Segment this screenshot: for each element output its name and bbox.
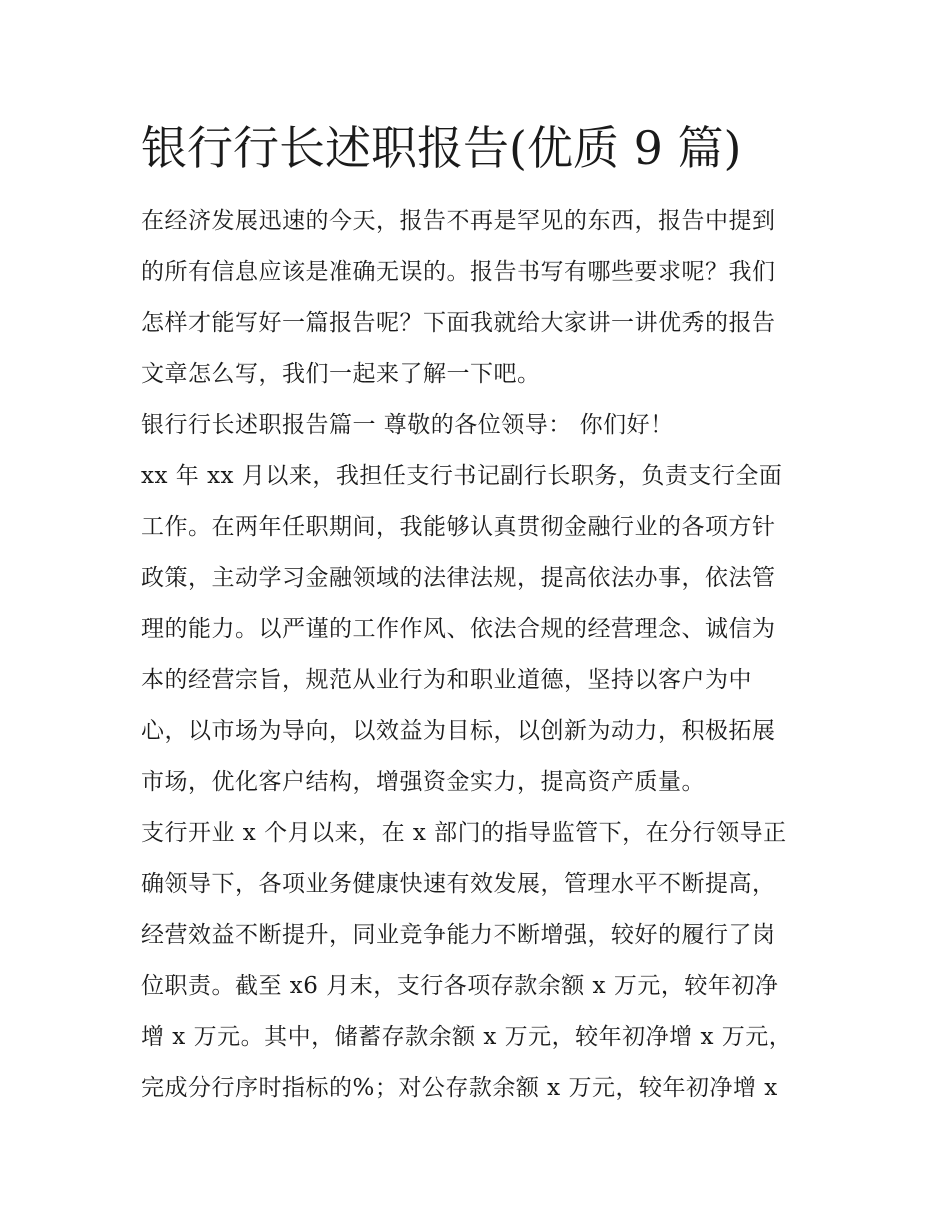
paragraph-line: 完成分行序时指标的%；对公存款余额 x 万元，较年初净增 x	[141, 1075, 778, 1101]
paragraph-line: 文章怎么写，我们一起来了解一下吧。	[141, 361, 541, 387]
paragraph-line: 怎样才能写好一篇报告呢？下面我就给大家讲一讲优秀的报告	[141, 310, 776, 336]
paragraph-line: 理的能力。以严谨的工作作风、依法合规的经营理念、诚信为	[141, 616, 776, 642]
paragraph-line: 的所有信息应该是准确无误的。报告书写有哪些要求呢？我们	[141, 259, 776, 285]
document-body	[141, 118, 813, 1114]
paragraph-line: 政策，主动学习金融领域的法律法规，提高依法办事，依法管	[141, 565, 776, 591]
paragraph-line: 增 x 万元。其中，储蓄存款余额 x 万元，较年初净增 x 万元，	[141, 1024, 793, 1050]
paragraph-line: xx 年 xx 月以来，我担任支行书记副行长职务，负责支行全面	[141, 463, 783, 489]
paragraph-line: 工作。在两年任职期间，我能够认真贯彻金融行业的各项方针	[141, 514, 776, 540]
paragraph-line: 确领导下，各项业务健康快速有效发展，管理水平不断提高，	[141, 871, 776, 897]
paragraph-line: 市场，优化客户结构，增强资金实力，提高资产质量。	[141, 769, 705, 795]
paragraph	[141, 196, 813, 400]
paragraph-line: 心，以市场为导向，以效益为目标，以创新为动力，积极拓展	[141, 718, 776, 744]
paragraph	[141, 451, 813, 808]
paragraph-line: 位职责。截至 x6 月末，支行各项存款余额 x 万元，较年初净	[141, 973, 779, 999]
paragraph-line: 支行开业 x 个月以来，在 x 部门的指导监管下，在分行领导正	[141, 820, 787, 846]
paragraph-line: 银行行长述职报告篇一 尊敬的各位领导： 你们好！	[141, 412, 674, 438]
paragraph	[141, 808, 813, 1114]
paragraph-list	[141, 196, 813, 1114]
paragraph-line: 经营效益不断提升，同业竞争能力不断增强，较好的履行了岗	[141, 922, 776, 948]
paragraph-line: 在经济发展迅速的今天，报告不再是罕见的东西，报告中提到	[141, 208, 776, 234]
document-title: 银行行长述职报告(优质 9 篇)	[141, 121, 742, 175]
paragraph	[141, 400, 813, 451]
paragraph-line: 本的经营宗旨，规范从业行为和职业道德，坚持以客户为中	[141, 667, 752, 693]
